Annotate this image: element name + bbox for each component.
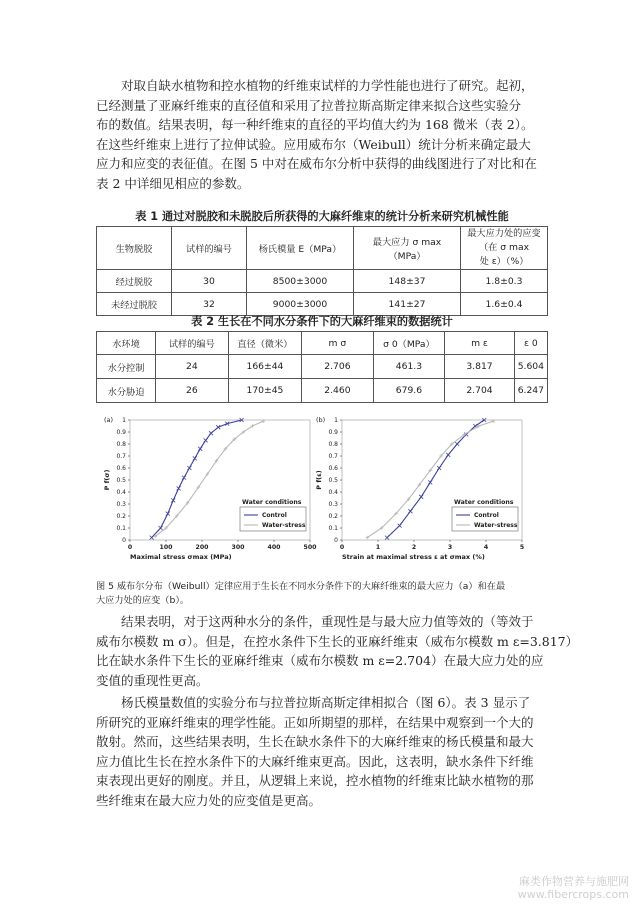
table2	[96, 331, 548, 403]
data-point	[437, 466, 441, 470]
text-line: 威布尔模数 m σ）。但是，在控水条件下生长的亚麻纤维束（威布尔模数 m ε=3.817）	[96, 633, 579, 649]
table1-header: 杨氏模量 E（MPa）	[247, 227, 354, 270]
table-cell: 5.604	[514, 355, 547, 379]
figure5-chart-b	[312, 410, 542, 572]
data-point	[385, 536, 389, 540]
y-tick-label: 0.5	[116, 477, 126, 484]
x-tick-label: 0	[339, 544, 345, 551]
table-cell: 166±44	[228, 355, 302, 379]
table2-caption: 表 2 生长在不同水分条件下的大麻纤维束的数据统计	[191, 315, 453, 328]
x-tick-label: 400	[267, 544, 281, 551]
table2-header: 直径（微米）	[228, 332, 302, 355]
legend-title: Water conditions	[242, 499, 302, 506]
table-cell: 8500±3000	[247, 270, 354, 293]
x-tick-label: 3	[447, 544, 453, 551]
table2-header: m ε	[445, 332, 514, 355]
text-line: 应力值比生长在控水条件下的大麻纤维束更高。因此，这表明，缺水条件下纤维	[96, 753, 534, 769]
y-tick-label: 0.2	[328, 513, 338, 520]
table-cell: 461.3	[373, 355, 445, 379]
data-point	[419, 495, 423, 499]
y-tick-label: 0.1	[116, 525, 126, 532]
table1-header: 生物脱胶	[97, 227, 172, 270]
table-cell: 2.704	[445, 379, 514, 403]
x-axis-label: Maximal stress σmax (MPa)	[130, 553, 232, 561]
table-cell: 30	[172, 270, 247, 293]
table-row	[97, 355, 548, 379]
y-tick-label: 0.3	[116, 501, 126, 508]
data-point	[182, 476, 186, 480]
table-cell: 170±45	[228, 379, 302, 403]
text-line: 表 2 中详细见相应的参数。	[96, 175, 250, 191]
data-point	[398, 524, 402, 528]
table-cell: 未经过脱胶	[97, 293, 172, 316]
table-cell: 水分胁迫	[97, 379, 156, 403]
x-tick-label: 1	[375, 544, 381, 551]
table1-header: 试样的编号	[172, 227, 247, 270]
watermark-line: www.fibercrops.com	[517, 888, 629, 901]
y-tick-label: 0.6	[328, 465, 338, 472]
text-line: 散射。然而，这些结果表明，生长在缺水条件下的大麻纤维束的杨氏模量和最大	[96, 734, 534, 749]
data-point	[159, 526, 163, 530]
x-tick-label: 2	[411, 544, 417, 551]
table2-header: 水环境	[97, 332, 156, 355]
table-cell: 24	[156, 355, 229, 379]
y-tick-label: 0.3	[328, 501, 338, 508]
data-point	[150, 536, 154, 540]
y-tick-label: 1	[122, 417, 126, 424]
table2-header: σ 0（MPa）	[373, 332, 445, 355]
table-row	[97, 379, 548, 403]
table1-header: 最大应力 σ max（MPa）	[354, 227, 461, 270]
text-line: 应力和应变的表征值。在图 5 中对在威布尔分析中获得的曲线图进行了对比和在	[96, 156, 537, 171]
y-tick-label: 0.2	[116, 513, 126, 520]
paragraph-1	[96, 76, 548, 193]
legend-entry: Control	[262, 512, 287, 519]
table-cell: 32	[172, 293, 247, 316]
data-point	[204, 438, 208, 442]
data-point	[209, 431, 213, 435]
y-tick-label: 0.9	[116, 429, 126, 436]
y-axis-label: P f(σ)	[103, 469, 111, 491]
data-point	[455, 442, 459, 446]
y-tick-label: 0.8	[328, 441, 338, 448]
y-tick-label: 0.6	[116, 465, 126, 472]
text-line: 些纤维束在最大应力处的应变值是更高。	[96, 792, 322, 808]
text-line: 结果表明，对于这两种水分的条件，重现性是与最大应力值等效的（等效于	[121, 614, 534, 629]
x-tick-label: 4	[483, 544, 489, 551]
y-tick-label: 0.7	[328, 453, 338, 460]
x-tick-label: 0	[127, 544, 133, 551]
panel-label: (b)	[316, 416, 326, 424]
data-point	[408, 509, 412, 513]
data-point	[446, 453, 450, 457]
table2-header: m σ	[302, 332, 373, 355]
data-point	[428, 480, 432, 484]
series-line-0	[152, 420, 242, 538]
y-tick-label: 0.1	[328, 525, 338, 532]
text-line: 所研究的亚麻纤维束的理学性能。正如所期望的那样，在结果中观察到一个大的	[96, 714, 534, 730]
table-cell: 1.6±0.4	[461, 293, 548, 316]
y-tick-label: 1	[334, 417, 338, 424]
y-tick-label: 0.8	[116, 441, 126, 448]
legend-entry: Control	[474, 512, 499, 519]
text-line: 变值的重现性更高。	[96, 672, 209, 688]
data-point	[177, 486, 181, 490]
table-cell: 26	[156, 379, 229, 403]
table1	[96, 226, 548, 316]
table-cell: 679.6	[373, 379, 445, 403]
x-tick-label: 100	[159, 544, 173, 551]
data-point	[187, 466, 191, 470]
panel-label: (a)	[104, 416, 114, 424]
y-tick-label: 0.7	[116, 453, 126, 460]
table1-header	[461, 227, 548, 270]
figure5-caption-line: 大应力处的应变（b）。	[96, 595, 190, 606]
y-tick-label: 0.4	[116, 489, 126, 496]
data-point	[198, 447, 202, 451]
x-tick-label: 200	[195, 544, 209, 551]
table-row	[97, 270, 548, 293]
table-cell: 1.8±0.3	[461, 270, 548, 293]
table1-header-line: 处 ε）（%）	[479, 256, 529, 267]
x-tick-label: 300	[231, 544, 245, 551]
table-cell: 经过脱胶	[97, 270, 172, 293]
figure5-chart-a	[100, 410, 325, 572]
watermark-line: 麻类作物营养与施肥网	[519, 875, 629, 888]
y-tick-label: 0.5	[328, 477, 338, 484]
table-cell: 2.706	[302, 355, 373, 379]
paragraph-3	[96, 693, 548, 810]
y-tick-label: 0	[122, 537, 126, 544]
text-line: 已经测量了亚麻纤维束的直径值和采用了拉普拉斯高斯定律来拟合这些实验分	[96, 97, 522, 113]
watermark	[518, 875, 629, 901]
x-axis-label: Strain at maximal stress ε at σmax (%)	[342, 553, 485, 561]
text-line: 杨氏模量数值的实验分布与拉普拉斯高斯定律相拟合（图 6）。表 3 显示了	[121, 695, 531, 710]
table-cell: 6.247	[514, 379, 547, 403]
figure5-caption-line: 图 5 威布尔分布（Weibull）定律应用于生长在不同水分条件下的大麻纤维束的最大应力（a）和在最	[96, 581, 506, 592]
table-cell: 148±37	[354, 270, 461, 293]
text-line: 对取自缺水植物和控水植物的纤维束试样的力学性能也进行了研究。起初，	[121, 78, 534, 93]
table-cell: 2.460	[302, 379, 373, 403]
y-axis-label: P f(ε)	[315, 470, 323, 490]
figure5-caption	[96, 580, 548, 608]
y-tick-label: 0	[334, 537, 338, 544]
legend-entry: Water-stress	[262, 522, 306, 529]
legend-title: Water conditions	[454, 499, 514, 506]
table-cell: 3.817	[445, 355, 514, 379]
x-tick-label: 5	[519, 544, 525, 551]
text-line: 布的数值。结果表明，每一种纤维束的直径的平均值大约为 168 微米（表 2）。	[96, 117, 534, 132]
data-point	[193, 456, 197, 460]
text-line: 束表现出更好的刚度。并且，从逻辑上来说，控水植物的纤维束比缺水植物的那	[96, 773, 534, 788]
text-line: 比在缺水条件下生长的亚麻纤维束（威布尔模数 m ε=2.704）在最大应力处的应	[96, 653, 544, 668]
legend-entry: Water-stress	[474, 522, 518, 529]
y-tick-label: 0.4	[328, 489, 338, 496]
table-cell: 水分控制	[97, 355, 156, 379]
table2-header: 试样的编号	[156, 332, 229, 355]
table-cell: 141±27	[354, 293, 461, 316]
table1-caption: 表 1 通过对脱胶和未脱胶后所获得的大麻纤维束的统计分析来研究机械性能	[135, 210, 509, 223]
paragraph-2	[96, 612, 579, 690]
table1-header-line: 最大应力处的应变（在 σ max	[467, 228, 541, 253]
table2-header: ε 0	[514, 332, 547, 355]
text-line: 在这些纤维束上进行了拉伸试验。应用威布尔（Weibull）统计分析来确定最大	[96, 136, 531, 152]
x-tick-label: 500	[303, 544, 317, 551]
table-cell: 9000±3000	[247, 293, 354, 316]
y-tick-label: 0.9	[328, 429, 338, 436]
